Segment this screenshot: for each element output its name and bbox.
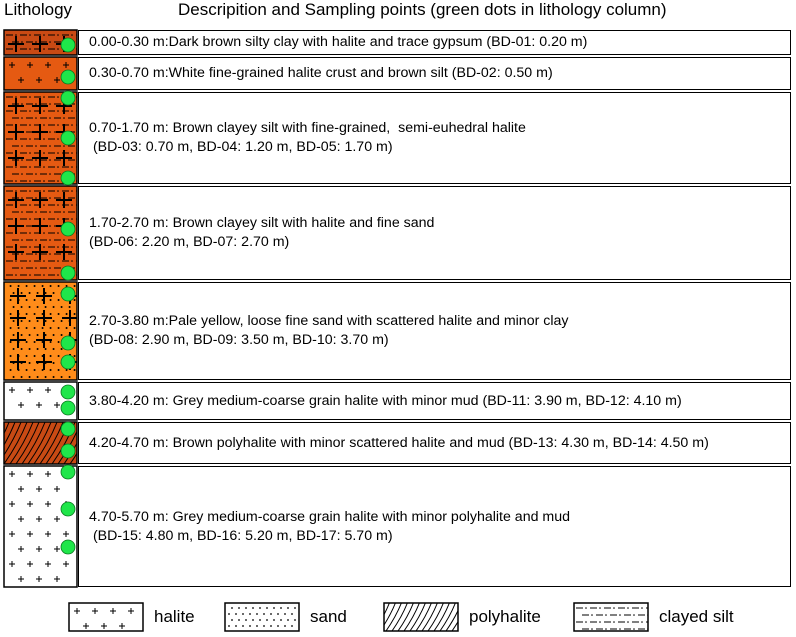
description-line: 0.30-0.70 m:White fine-grained halite crust and brown silt (BD-02: 0.50 m) — [89, 65, 553, 81]
layer-description-5 — [78, 282, 791, 380]
layer-description-7 — [78, 422, 791, 464]
legend-label-sand: sand — [310, 607, 347, 626]
description-line: 3.80-4.20 m: Grey medium-coarse grain halite with minor mud (BD-11: 3.90 m, BD-12: 4.10 m) — [89, 392, 682, 409]
sample-point-dot — [61, 355, 75, 369]
layer-description-8 — [78, 466, 791, 587]
legend-label-clayed-silt: clayed silt — [659, 607, 734, 626]
layer-description-3 — [78, 92, 791, 184]
description-line: (BD-15: 4.80 m, BD-16: 5.20 m, BD-17: 5.70 m) — [89, 527, 393, 544]
sample-point-dot — [61, 401, 75, 415]
sample-point-dot — [61, 540, 75, 554]
description-line: 4.70-5.70 m: Grey medium-coarse grain halite with minor polyhalite and mud — [89, 508, 571, 525]
layer-description-1 — [78, 30, 791, 55]
sample-point-dot — [61, 266, 75, 280]
sample-point-dot — [61, 465, 75, 479]
sample-point-dot — [61, 131, 75, 145]
legend-item-clayed-silt — [573, 602, 734, 632]
legend-label-polyhalite: polyhalite — [469, 607, 541, 626]
sample-point-dot — [61, 222, 75, 236]
description-line: (BD-03: 0.70 m, BD-04: 1.20 m, BD-05: 1.70 m) — [89, 139, 393, 155]
legend-item-halite — [68, 602, 195, 632]
layer-description-6 — [78, 382, 791, 420]
description-header: Descripition and Sampling points (green dots in lithology column) — [178, 0, 667, 19]
layer-description-2 — [78, 57, 791, 90]
sample-point-dot — [61, 422, 75, 436]
sample-point-dot — [61, 336, 75, 350]
clayed-silt-swatch — [573, 602, 649, 632]
sample-point-dot — [61, 38, 75, 52]
sample-point-dot — [61, 287, 75, 301]
description-line: (BD-06: 2.20 m, BD-07: 2.70 m) — [89, 234, 290, 250]
sample-point-dot — [61, 171, 75, 185]
polyhalite-swatch — [383, 602, 459, 632]
sample-point-dot — [61, 70, 75, 84]
legend-item-sand — [224, 602, 347, 632]
description-line: 4.20-4.70 m: Brown polyhalite with minor scattered halite and mud (BD-13: 4.30 m, BD-14: 4.50 m) — [89, 434, 709, 451]
legend-item-polyhalite — [383, 602, 541, 632]
lithology-layer-4 — [4, 186, 87, 280]
lithology-header: Lithology — [4, 0, 73, 19]
sample-point-dot — [61, 444, 75, 458]
sample-point-dot — [61, 502, 75, 516]
description-line: 1.70-2.70 m: Brown clayey silt with halite and fine sand — [89, 215, 435, 231]
legend-label-halite: halite — [154, 607, 195, 626]
description-line: 0.70-1.70 m: Brown clayey silt with fine-grained, semi-euhedral halite — [89, 120, 526, 136]
description-line: 2.70-3.80 m:Pale yellow, loose fine sand with scattered halite and minor clay — [89, 313, 569, 329]
sample-point-dot — [61, 91, 75, 105]
description-line: 0.00-0.30 m:Dark brown silty clay with halite and trace gypsum (BD-01: 0.20 m) — [89, 34, 588, 50]
layer-description-4 — [78, 186, 791, 280]
sand-swatch — [224, 602, 300, 632]
halite-swatch — [68, 602, 144, 632]
sample-point-dot — [61, 385, 75, 399]
description-line: (BD-08: 2.90 m, BD-09: 3.50 m, BD-10: 3.70 m) — [89, 332, 389, 348]
lithology-layer-8 — [4, 466, 77, 587]
